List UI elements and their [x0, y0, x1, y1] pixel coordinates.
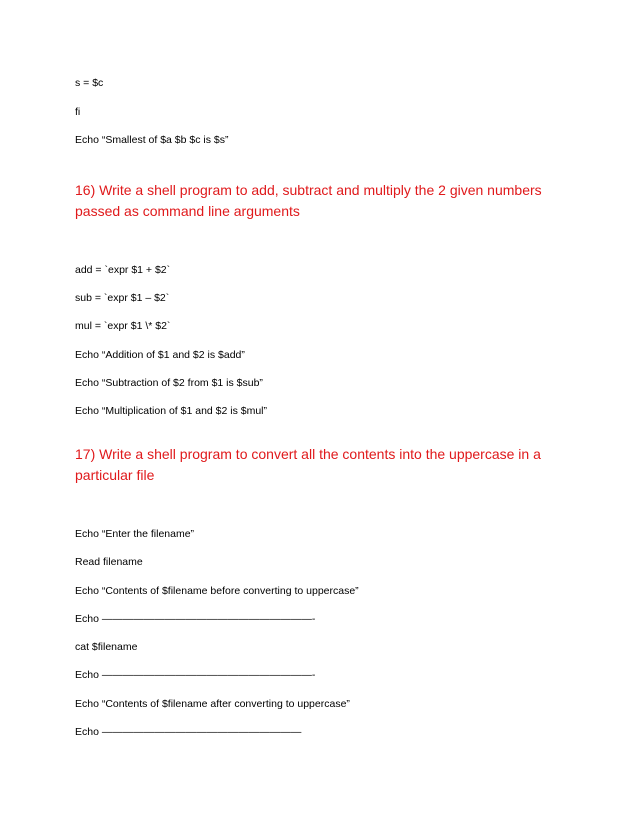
code-line: Echo “Multiplication of $1 and $2 is $mul”: [75, 405, 268, 417]
code-line: Echo ————————————————————-: [75, 613, 316, 625]
section-16-heading: 16) Write a shell program to add, subtract and multiply the 2 given numbers passed as command line arguments: [75, 182, 542, 219]
code-line: mul = `expr $1 \* $2`: [75, 320, 171, 332]
code-line: Read filename: [75, 556, 143, 568]
code-line: Echo “Contents of $filename before converting to uppercase”: [75, 585, 359, 597]
code-line: sub = `expr $1 – $2`: [75, 292, 170, 304]
code-line: Echo “Addition of $1 and $2 is $add”: [75, 349, 245, 361]
code-line: Echo “Subtraction of $2 from $1 is $sub”: [75, 377, 263, 389]
section-17-heading: 17) Write a shell program to convert all the contents into the uppercase in a particular file: [75, 446, 541, 483]
code-line: Echo “Contents of $filename after converting to uppercase”: [75, 698, 350, 710]
code-line: fi: [75, 106, 81, 118]
code-line: Echo ————————————————————-: [75, 669, 316, 681]
code-line: Echo “Smallest of $a $b $c is $s”: [75, 134, 229, 146]
code-line: s = $c: [75, 77, 104, 89]
code-line: Echo “Enter the filename”: [75, 528, 195, 540]
code-line: Echo ———————————————————: [75, 726, 302, 738]
code-line: cat $filename: [75, 641, 138, 653]
code-line: add = `expr $1 + $2`: [75, 264, 171, 276]
